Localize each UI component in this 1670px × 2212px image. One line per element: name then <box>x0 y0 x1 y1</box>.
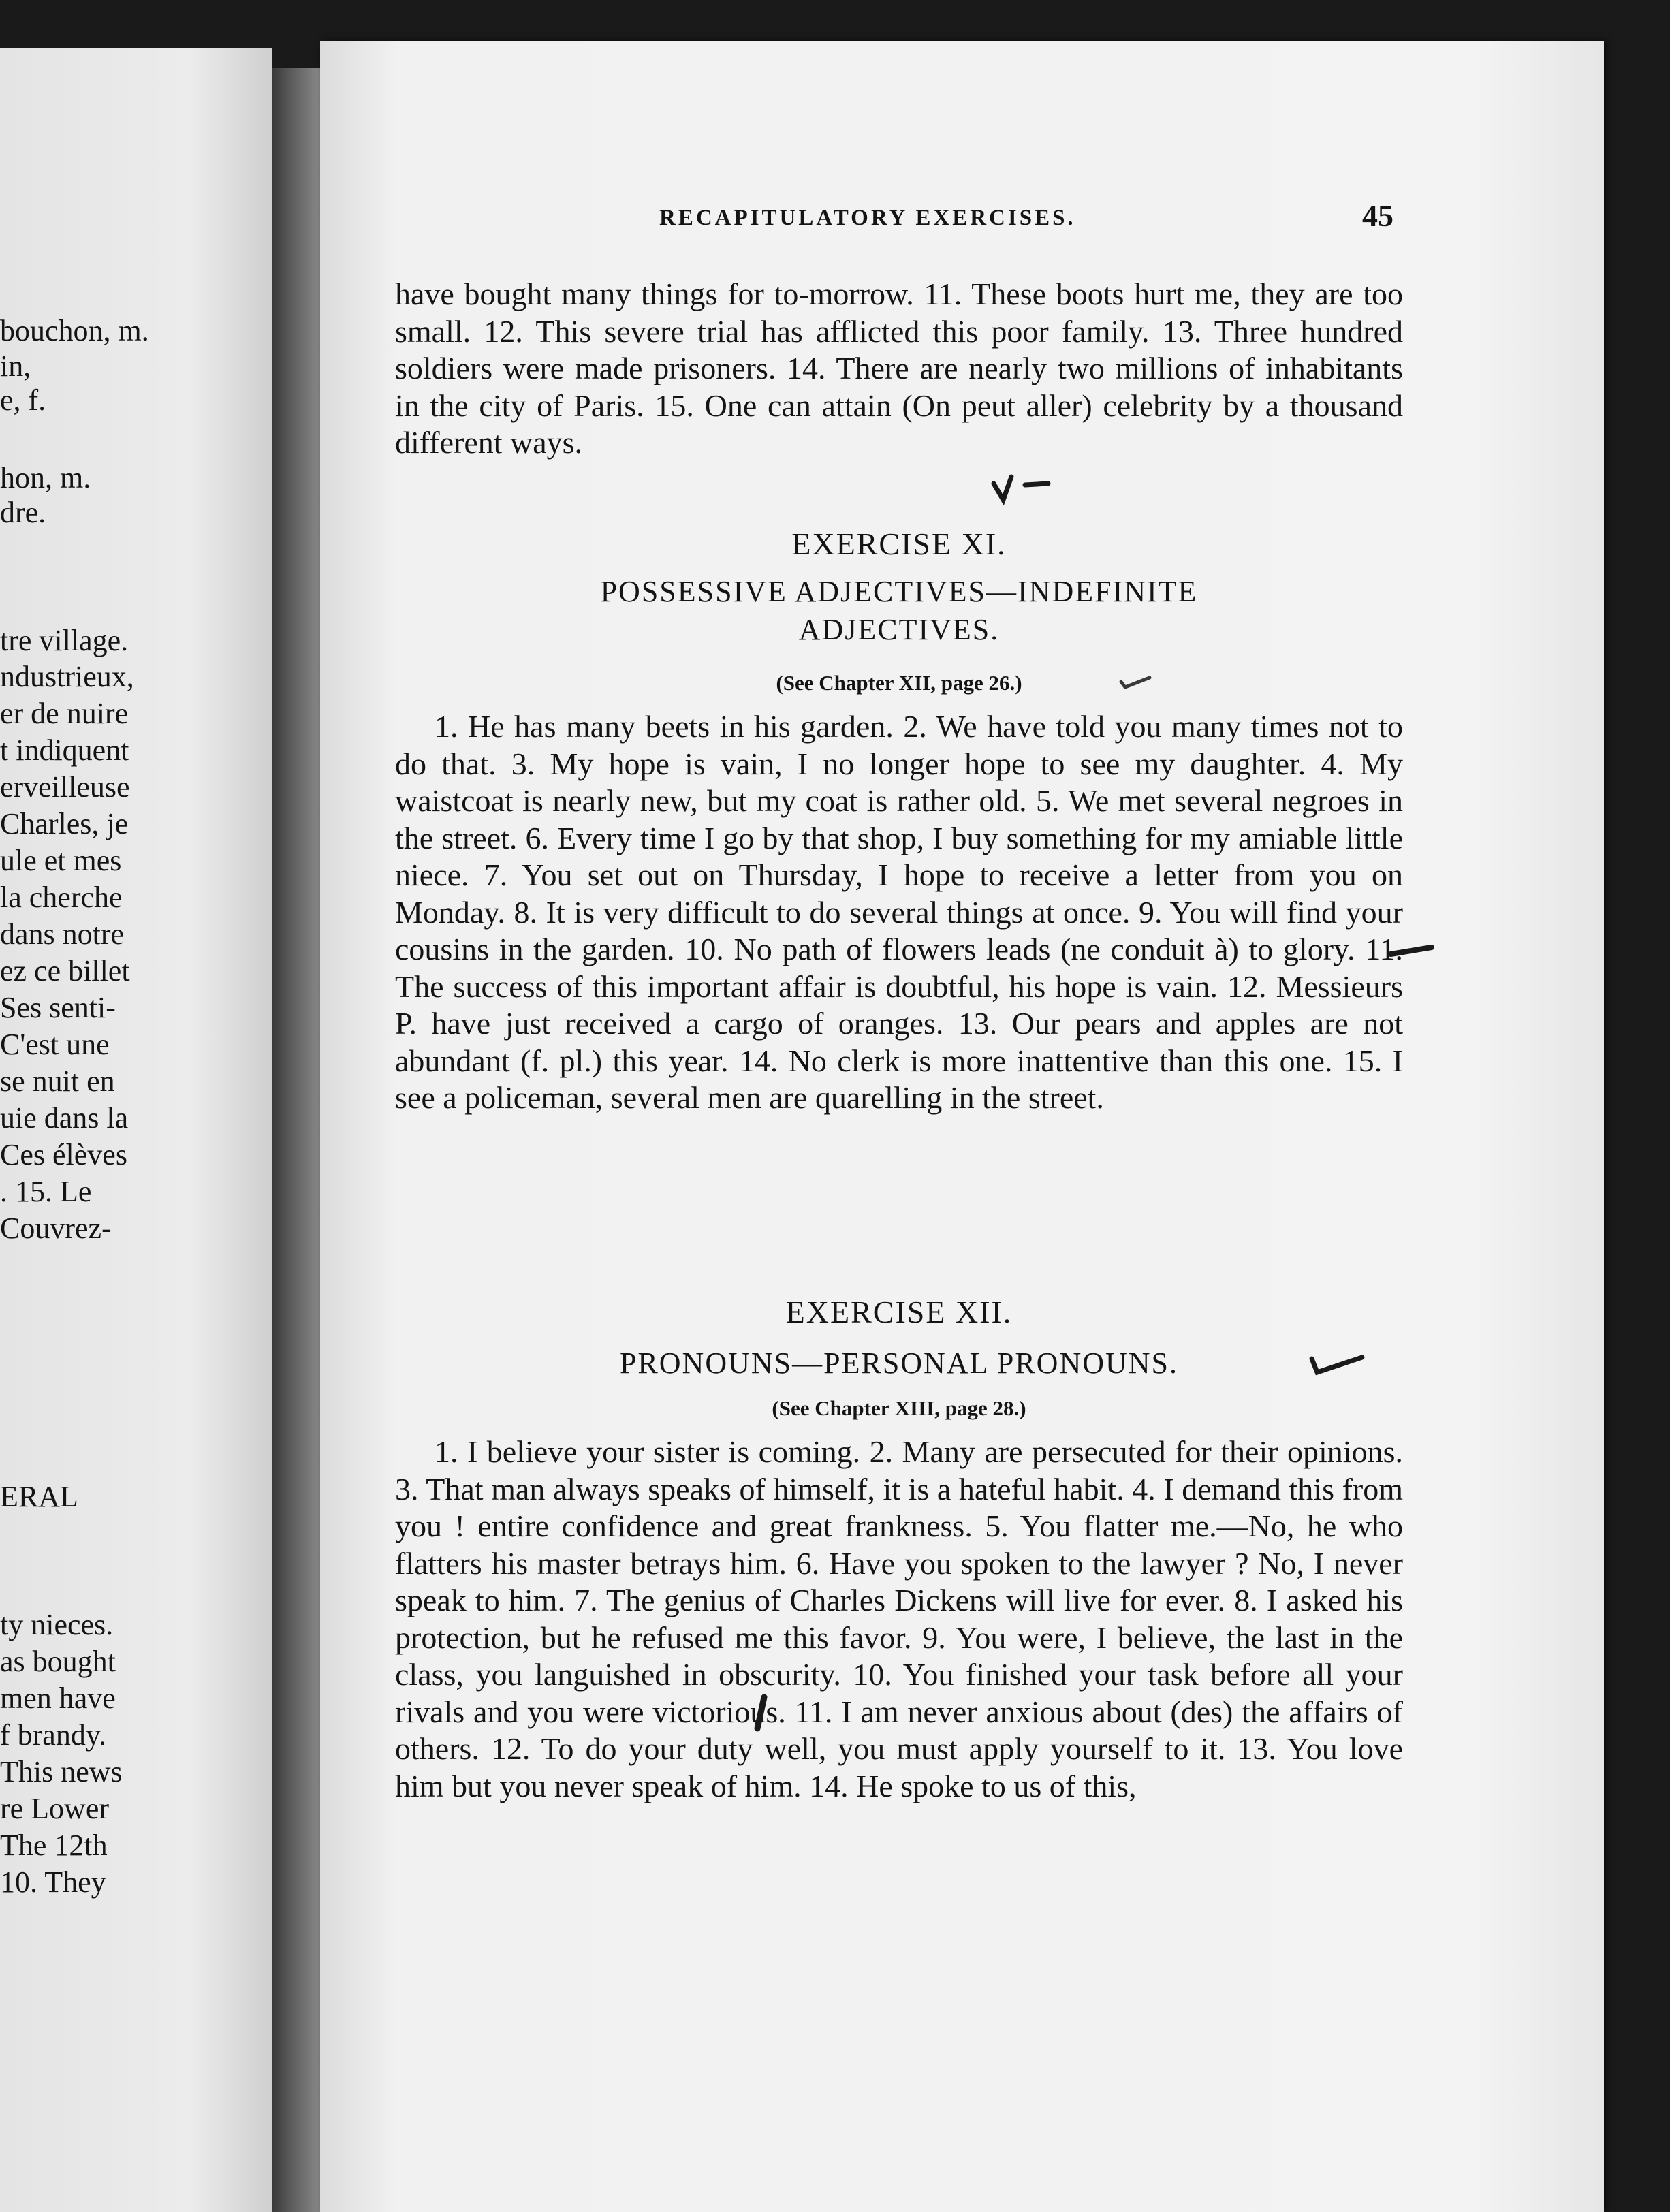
left-page-line: ty nieces. <box>0 1608 114 1641</box>
pencil-tick-mark-icon <box>1308 1345 1369 1379</box>
left-page-line: Ses senti- <box>0 991 116 1024</box>
left-page-line: e, f. <box>0 383 46 417</box>
exercise-12-body <box>395 1434 1403 1805</box>
pencil-dash-mark-icon <box>1389 936 1437 964</box>
continuation-text: have bought many things for to-morrow. 11. These boots hurt me, they are too small. 12. This severe trial has afflicted this poor family. 13. Three hundred soldiers were made prisoners. 14. There are nearly two millions of inhabitants in the city of Paris. 15. One can attain (On peut aller) celebrity by a thousand different ways. <box>395 276 1403 460</box>
left-page-line: as bought <box>0 1645 116 1678</box>
left-page-line: ERAL <box>0 1480 78 1513</box>
left-page-line: dre. <box>0 496 46 529</box>
running-head: RECAPITULATORY EXERCISES. <box>659 206 1076 230</box>
exercise-11-title: EXERCISE XI. <box>791 526 1007 561</box>
left-page-line: Ces élèves <box>0 1138 127 1171</box>
exercise-11-body <box>395 708 1403 1117</box>
left-page-line: C'est une <box>0 1028 110 1061</box>
left-page-line: hon, m. <box>0 461 91 494</box>
exercise-11-subtitle-line2: ADJECTIVES. <box>798 613 1000 646</box>
exercise-11-text: 1. He has many beets in his garden. 2. We have told you many times not to do that. 3. My hope is vain, I no longer hope to see my daughter. 4. My waistcoat is nearly new, but my coat is rather old. 5. We met several negroes in the street. 6. Every time I go by that shop, I buy something for my amiable little niece. 7. You set out on Thursday, I hope to receive a letter from you on Monday. 8. It is very difficult to do several things at once. 9. You will find your cousins in the garden. 10. No path of flowers leads (ne conduit à) to glory. 11. The success of this important affair is doubtful, his hope is vain. 12. Messieurs P. have just received a cargo of oranges. 13. Our pears and apples are not abundant (f. pl.) this year. 14. No clerk is more inattentive than this one. 15. I see a policeman, several men are quarelling in the street. <box>395 709 1403 1115</box>
left-page-line: 10. They <box>0 1865 106 1899</box>
left-page-line: ez ce billet <box>0 954 130 988</box>
pencil-tick-mark-icon <box>1117 664 1158 691</box>
left-page-line: Charles, je <box>0 807 129 840</box>
left-page-line: f brandy. <box>0 1718 106 1752</box>
exercise-11-subtitle-line1: POSSESSIVE ADJECTIVES—INDEFINITE <box>600 575 1198 608</box>
continuation-paragraph <box>395 276 1403 462</box>
left-page-line: se nuit en <box>0 1064 115 1098</box>
left-page <box>0 48 272 2212</box>
pencil-check-mark-icon <box>991 470 1052 511</box>
left-page-line: The 12th <box>0 1829 108 1862</box>
left-page-line: bouchon, m. <box>0 314 149 347</box>
left-page-line: This news <box>0 1755 123 1788</box>
left-page-line: in, <box>0 349 31 383</box>
exercise-12-title: EXERCISE XII. <box>785 1295 1013 1329</box>
left-page-line: er de nuire <box>0 697 129 730</box>
pencil-slash-mark-icon <box>751 1694 771 1733</box>
left-page-line: erveilleuse <box>0 770 130 804</box>
left-page-line: men have <box>0 1681 116 1715</box>
left-page-line: t indiquent <box>0 733 129 767</box>
left-page-line: dans notre <box>0 917 125 951</box>
left-page-line: re Lower <box>0 1792 110 1825</box>
left-page-line: uie dans la <box>0 1101 129 1135</box>
page-number: 45 <box>1362 198 1393 233</box>
left-page-line: ule et mes <box>0 844 122 877</box>
exercise-12-reference: (See Chapter XIII, page 28.) <box>772 1396 1026 1420</box>
left-page-line: ndustrieux, <box>0 660 134 693</box>
left-page-line: . 15. Le <box>0 1175 92 1208</box>
exercise-12-text: 1. I believe your sister is coming. 2. Many are persecuted for their opinions. 3. That man always speaks of himself, it is a hateful habit. 4. I demand this from you ! entire confidence and great frankness. 5. You flatter me.—No, he who flatters his master betrays him. 6. Have you spoken to the lawyer ? No, I never speak to him. 7. The genius of Charles Dickens will live for ever. 8. I asked his protection, but he refused me this favor. 9. You were, I believe, the last in the class, you languished in obscurity. 10. You finished your task before all your rivals and you were victorious. 11. I am never anxious about (des) the affairs of others. 12. To do your duty well, you must apply yourself to it. 13. You love him but you never speak of him. 14. He spoke to us of this, <box>395 1434 1403 1803</box>
left-page-line: tre village. <box>0 624 129 657</box>
exercise-12-subtitle: PRONOUNS—PERSONAL PRONOUNS. <box>619 1346 1179 1380</box>
left-page-line: Couvrez- <box>0 1212 112 1245</box>
book-gutter <box>272 68 320 2212</box>
left-page-line: la cherche <box>0 881 123 914</box>
exercise-11-reference: (See Chapter XII, page 26.) <box>776 671 1022 695</box>
